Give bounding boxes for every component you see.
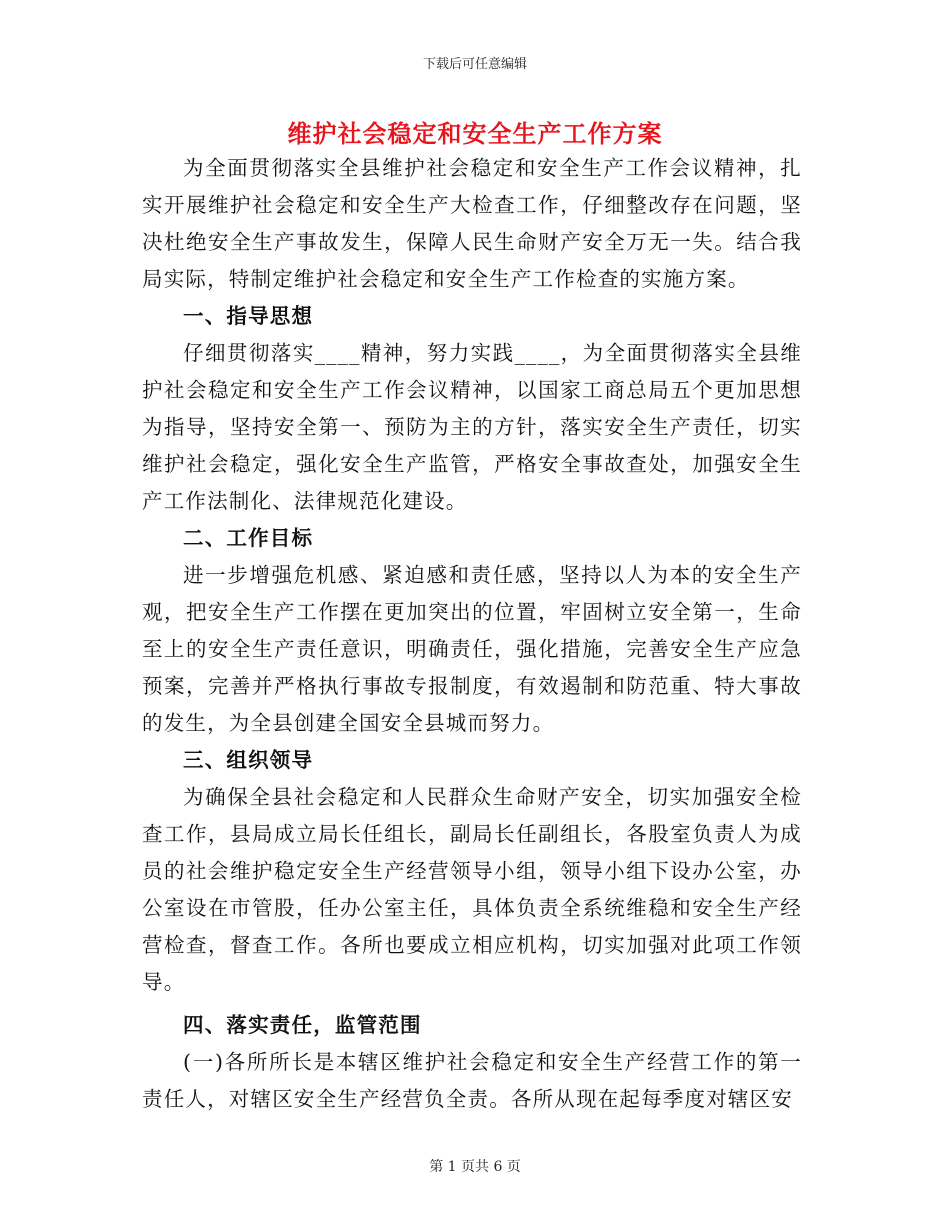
intro-paragraph: 为全面贯彻落实全县维护社会稳定和安全生产工作会议精神，扎实开展维护社会稳定和安全生产大检查工作，仔细整改存在问题，坚决杜绝安全生产事故发生，保障人民生命财产安全万无一失。结合我局实际，特制定维护社会稳定和安全生产工作检查的实施方案。 [142, 156, 802, 291]
page-footer: 第 1 页共 6 页 [429, 1159, 521, 1175]
section-heading-4: 四、落实责任，监管范围 [183, 1013, 422, 1037]
section-3-paragraph: 为确保全县社会稳定和人民群众生命财产安全，切实加强安全检查工作，县局成立局长任组长，副局长任副组长，各股室负责人为成员的社会维护稳定安全生产经营领导小组，领导小组下设办公室，办公室设在市管股，任办公室主任，具体负责全系统维稳和安全生产经营检查，督查工作。各所也要成立相应机构，切实加强对此项工作领导。 [142, 785, 802, 994]
section-heading-1: 一、指导思想 [183, 304, 314, 328]
section-4-paragraph: (一)各所所长是本辖区维护社会稳定和安全生产经营工作的第一责任人，对辖区安全生产经营负全责。各所从现在起每季度对辖区安 [142, 1050, 802, 1111]
document-title: 维护社会稳定和安全生产工作方案 [287, 119, 663, 148]
section-1-paragraph: 仔细贯彻落实____精神，努力实践____，为全面贯彻落实全县维护社会稳定和安全生产工作会议精神，以国家工商总局五个更加思想为指导，坚持安全第一、预防为主的方针，落实安全生产责任，切实维护社会稳定，强化安全生产监管，严格安全事故查处，加强安全生产工作法制化、法律规范化建设。 [142, 341, 802, 513]
document-body [142, 150, 802, 1118]
section-2-paragraph: 进一步增强危机感、紧迫感和责任感，坚持以人为本的安全生产观，把安全生产工作摆在更加突出的位置，牢固树立安全第一，生命至上的安全生产责任意识，明确责任，强化措施，完善安全生产应急预案，完善并严格执行事故专报制度，有效遏制和防范重、特大事故的发生，为全县创建全国安全县城而努力。 [142, 563, 802, 735]
page-header: 下载后可任意编辑 [422, 57, 527, 72]
section-heading-2: 二、工作目标 [183, 526, 314, 550]
section-heading-3: 三、组织领导 [183, 748, 314, 772]
